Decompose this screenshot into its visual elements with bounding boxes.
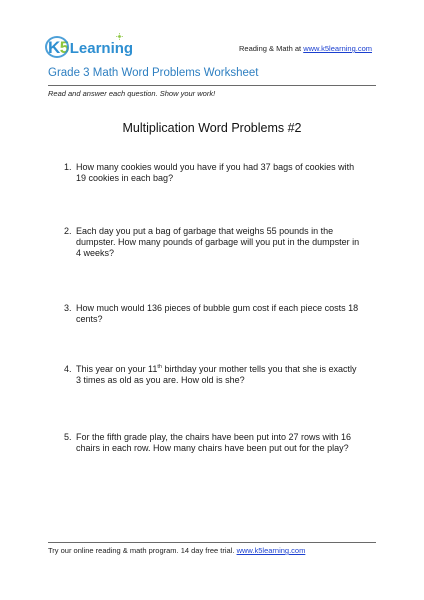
question-line: How much would 136 pieces of bubble gum cost if each piece costs 18 [76,303,359,313]
question-line: For the fifth grade play, the chairs have been put into 27 rows with 16 [76,432,351,442]
question-line: 3 times as old as you are. How old is she? [76,375,245,385]
logo-k5-mark [48,38,69,58]
footer-text: Try our online reading & math program. 14 day free trial. [48,546,237,555]
question-text [76,162,376,184]
page-title: Multiplication Word Problems #2 [122,121,302,135]
instruction-text: Read and answer each question. Show your work! [48,89,216,98]
top-divider [48,85,376,86]
question-line: birthday your mother tells you that she is exactly [161,364,357,374]
question-text [76,432,376,454]
question-number: 4. [64,364,72,374]
question-line: 19 cookies in each bag? [76,173,174,183]
question-5 [64,432,376,454]
logo-wordmark [70,40,133,57]
question-line: chairs in each row. How many chairs have been put out for the play? [76,443,349,453]
question-text [76,226,376,259]
worksheet-title: Grade 3 Math Word Problems Worksheet [48,67,259,79]
question-line: 4 weeks? [76,248,115,258]
question-2 [64,226,376,259]
question-line: Each day you put a bag of garbage that weighs 55 pounds in the [76,226,334,236]
question-number: 3. [64,303,72,313]
question-text [76,364,376,386]
logo-sparkle-icon [116,33,123,40]
question-number: 1. [64,162,72,172]
question-3 [64,303,376,325]
question-number: 2. [64,226,72,236]
logo-learning-text: Learning [69,39,134,57]
header-website-link[interactable]: www.k5learning.com [303,44,372,53]
logo-ring-icon [45,36,69,58]
bottom-divider [48,542,376,543]
question-line: How many cookies would you have if you had 37 bags of cookies with [76,162,355,172]
k5-learning-logo[interactable] [48,36,133,60]
question-4 [64,364,376,386]
header-tagline [239,44,372,53]
footer-website-link[interactable]: www.k5learning.com [236,546,306,555]
question-1 [64,162,376,184]
footer [48,546,305,555]
logo-five-digit: 5 [59,38,69,57]
question-number: 5. [64,432,72,442]
logo-k-letter: K [48,38,60,57]
question-line: This year on your 11 [76,364,158,374]
question-line: dumpster. How many pounds of garbage will you put in the dumpster in [76,237,360,247]
question-text [76,303,376,325]
tagline-text: Reading & Math at [239,44,304,53]
question-line: cents? [76,314,103,324]
ordinal-suffix: th [157,364,162,370]
